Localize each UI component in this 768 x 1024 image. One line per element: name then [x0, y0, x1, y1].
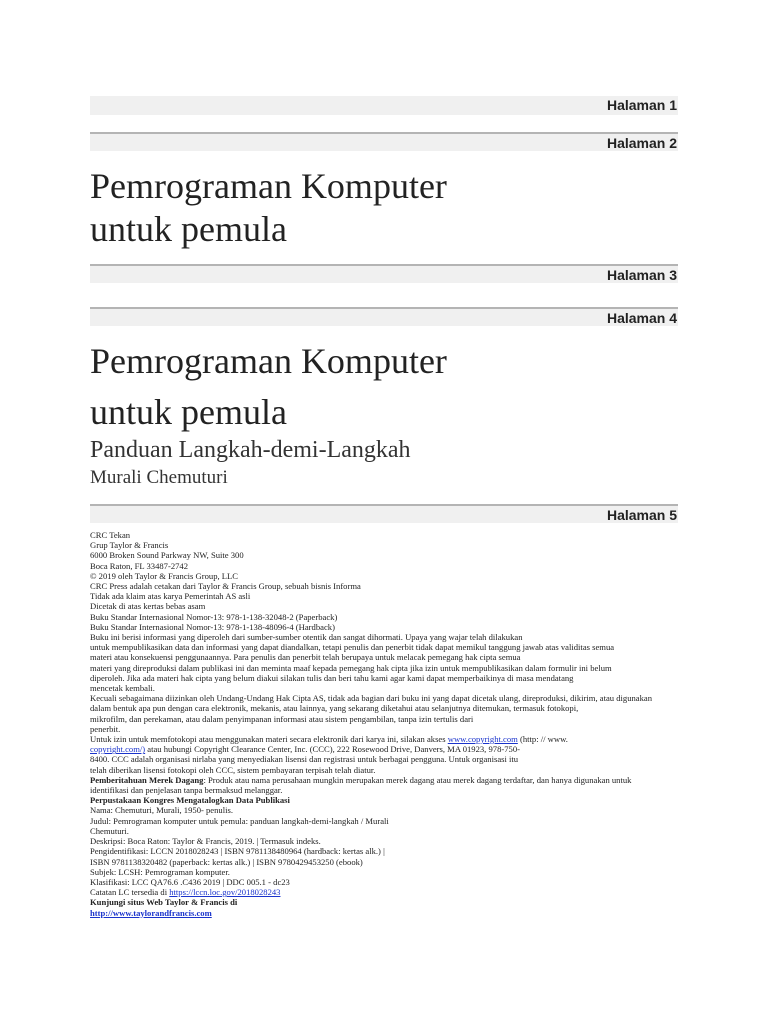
- copyright-line: mikrofilm, dan perekaman, atau dalam penyimpanan informasi atau sistem pengambilan, tanpa izin tertulis dari: [90, 713, 474, 724]
- permission-line: [90, 734, 678, 744]
- copyright-line: CRC Press adalah cetakan dari Taylor & Francis Group, sebuah bisnis Informa: [90, 581, 361, 592]
- copyright-line: Grup Taylor & Francis: [90, 540, 169, 551]
- permission-text: Untuk izin untuk memfotokopi atau menggunakan materi secara elektronik dari karya ini, silakan akses: [90, 734, 448, 745]
- lc-line: Klasifikasi: LCC QA76.6 .C436 2019 | DDC 005.1 - dc23: [90, 876, 290, 887]
- lc-note-text: Catatan LC tersedia di: [90, 887, 170, 898]
- trademark-notice: [90, 775, 678, 785]
- page-header-3: Halaman 3: [90, 264, 678, 283]
- copyright-line: dalam bentuk apa pun dengan cara elektronik, mekanis, atau lainnya, yang sekarang diketahui atau selanjutnya ditemukan, termasuk fotokopi,: [90, 703, 579, 714]
- copyright-line: Tidak ada klaim atas karya Pemerintah AS asli: [90, 591, 251, 602]
- permission-line: telah diberikan lisensi fotokopi oleh CCC, sistem pembayaran terpisah telah diatur.: [90, 764, 376, 775]
- book-title-line1: Pemrograman Komputer: [90, 166, 447, 206]
- copyright-line: diperoleh. Jika ada materi hak cipta yang belum diakui silakan tulis dan beri tahu kami agar kami dapat memperbaikinya di masa mendatang: [90, 672, 574, 683]
- copyright-line: materi yang direproduksi dalam publikasi ini dan meminta maaf kepada pemegang hak cipta jika izin untuk mempublikasikan dalam formulir ini belum: [90, 662, 612, 673]
- copyright-line: materi atau konsekuensi penggunaannya. Para penulis dan penerbit telah berupaya untuk melacak pemegang hak cipta semua: [90, 652, 521, 663]
- copyright-line: mencetak kembali.: [90, 683, 155, 694]
- copyright-link-2[interactable]: copyright.com/): [90, 744, 146, 755]
- copyright-line: Dicetak di atas kertas bebas asam: [90, 601, 206, 612]
- permission-line: [90, 744, 678, 754]
- copyright-block: [90, 530, 678, 918]
- book-title-line2: untuk pemula: [90, 209, 287, 249]
- copyright-line: CRC Tekan: [90, 530, 131, 540]
- copyright-line: Kecuali sebagaimana diizinkan oleh Undang-Undang Hak Cipta AS, tidak ada bagian dari buku ini yang dapat dicetak ulang, direproduksi, dikirim, atau digunakan: [90, 693, 653, 704]
- visit-line: [90, 908, 678, 918]
- taylor-francis-link[interactable]: http://www.taylorandfrancis.com: [90, 907, 212, 918]
- lc-heading: Perpustakaan Kongres Mengatalogkan Data Publikasi: [90, 795, 290, 806]
- copyright-line: Buku ini berisi informasi yang diperoleh dari sumber-sumber otentik dan sangat dihormati. Upaya yang wajar telah dilakukan: [90, 632, 523, 643]
- permission-text: (http: // www.: [517, 734, 568, 745]
- book-author: Murali Chemuturi: [90, 467, 228, 488]
- page-header-1: Halaman 1: [90, 96, 678, 115]
- copyright-line: © 2019 oleh Taylor & Francis Group, LLC: [90, 570, 239, 581]
- trademark-label: Pemberitahuan Merek Dagang: [90, 774, 204, 785]
- page-header-4: Halaman 4: [90, 307, 678, 326]
- copyright-line: Buku Standar Internasional Nomor-13: 978-1-138-32048-2 (Paperback): [90, 611, 338, 622]
- lccn-link[interactable]: https://lccn.loc.gov/2018028243: [169, 887, 281, 898]
- page-header-5: Halaman 5: [90, 504, 678, 523]
- permission-line: 8400. CCC adalah organisasi nirlaba yang menyediakan lisensi dan registrasi untuk berbagai pengguna. Untuk organisasi itu: [90, 754, 519, 765]
- lc-line: Chemuturi.: [90, 825, 129, 836]
- lc-line: ISBN 9781138320482 (paperback: kertas alk.) | ISBN 9780429453250 (ebook): [90, 856, 363, 867]
- lc-note: [90, 887, 678, 897]
- copyright-link[interactable]: www.copyright.com: [447, 734, 518, 745]
- copyright-line: penerbit.: [90, 723, 121, 734]
- trademark-text: : Produk atau nama perusahaan mungkin merupakan merek dagang atau merek dagang terdaftar, dan hanya digunakan untuk: [203, 774, 632, 785]
- lc-line: Pengidentifikasi: LCCN 2018028243 | ISBN 9781138480964 (hardback: kertas alk.) |: [90, 846, 385, 857]
- lc-line: Deskripsi: Boca Raton: Taylor & Francis, 2019. | Termasuk indeks.: [90, 836, 321, 847]
- lc-line: Judul: Pemrograman komputer untuk pemula: panduan langkah-demi-langkah / Murali: [90, 815, 389, 826]
- permission-text: atau hubungi Copyright Clearance Center, Inc. (CCC), 222 Rosewood Drive, Danvers, MA 01923, 978-750-: [145, 744, 520, 755]
- copyright-line: untuk mempublikasikan data dan informasi yang dapat diandalkan, tetapi penulis dan penerbit tidak dapat memikul tanggung jawab atas validitas semua: [90, 642, 615, 653]
- book-title-line2-p4: untuk pemula: [90, 392, 287, 432]
- copyright-line: Buku Standar Internasional Nomor-13: 978-1-138-48096-4 (Hardback): [90, 621, 335, 632]
- book-subtitle: Panduan Langkah-demi-Langkah: [90, 437, 411, 463]
- trademark-line: identifikasi dan penjelasan tanpa bermaksud melanggar.: [90, 785, 283, 796]
- lc-line: Subjek: LCSH: Pemrograman komputer.: [90, 866, 230, 877]
- copyright-line: Boca Raton, FL 33487-2742: [90, 560, 189, 571]
- book-title-line1-p4: Pemrograman Komputer: [90, 341, 447, 381]
- copyright-line: 6000 Broken Sound Parkway NW, Suite 300: [90, 550, 244, 561]
- lc-line: Nama: Chemuturi, Murali, 1950- penulis.: [90, 805, 233, 816]
- visit-label: Kunjungi situs Web Taylor & Francis di: [90, 897, 238, 908]
- page-header-2: Halaman 2: [90, 132, 678, 151]
